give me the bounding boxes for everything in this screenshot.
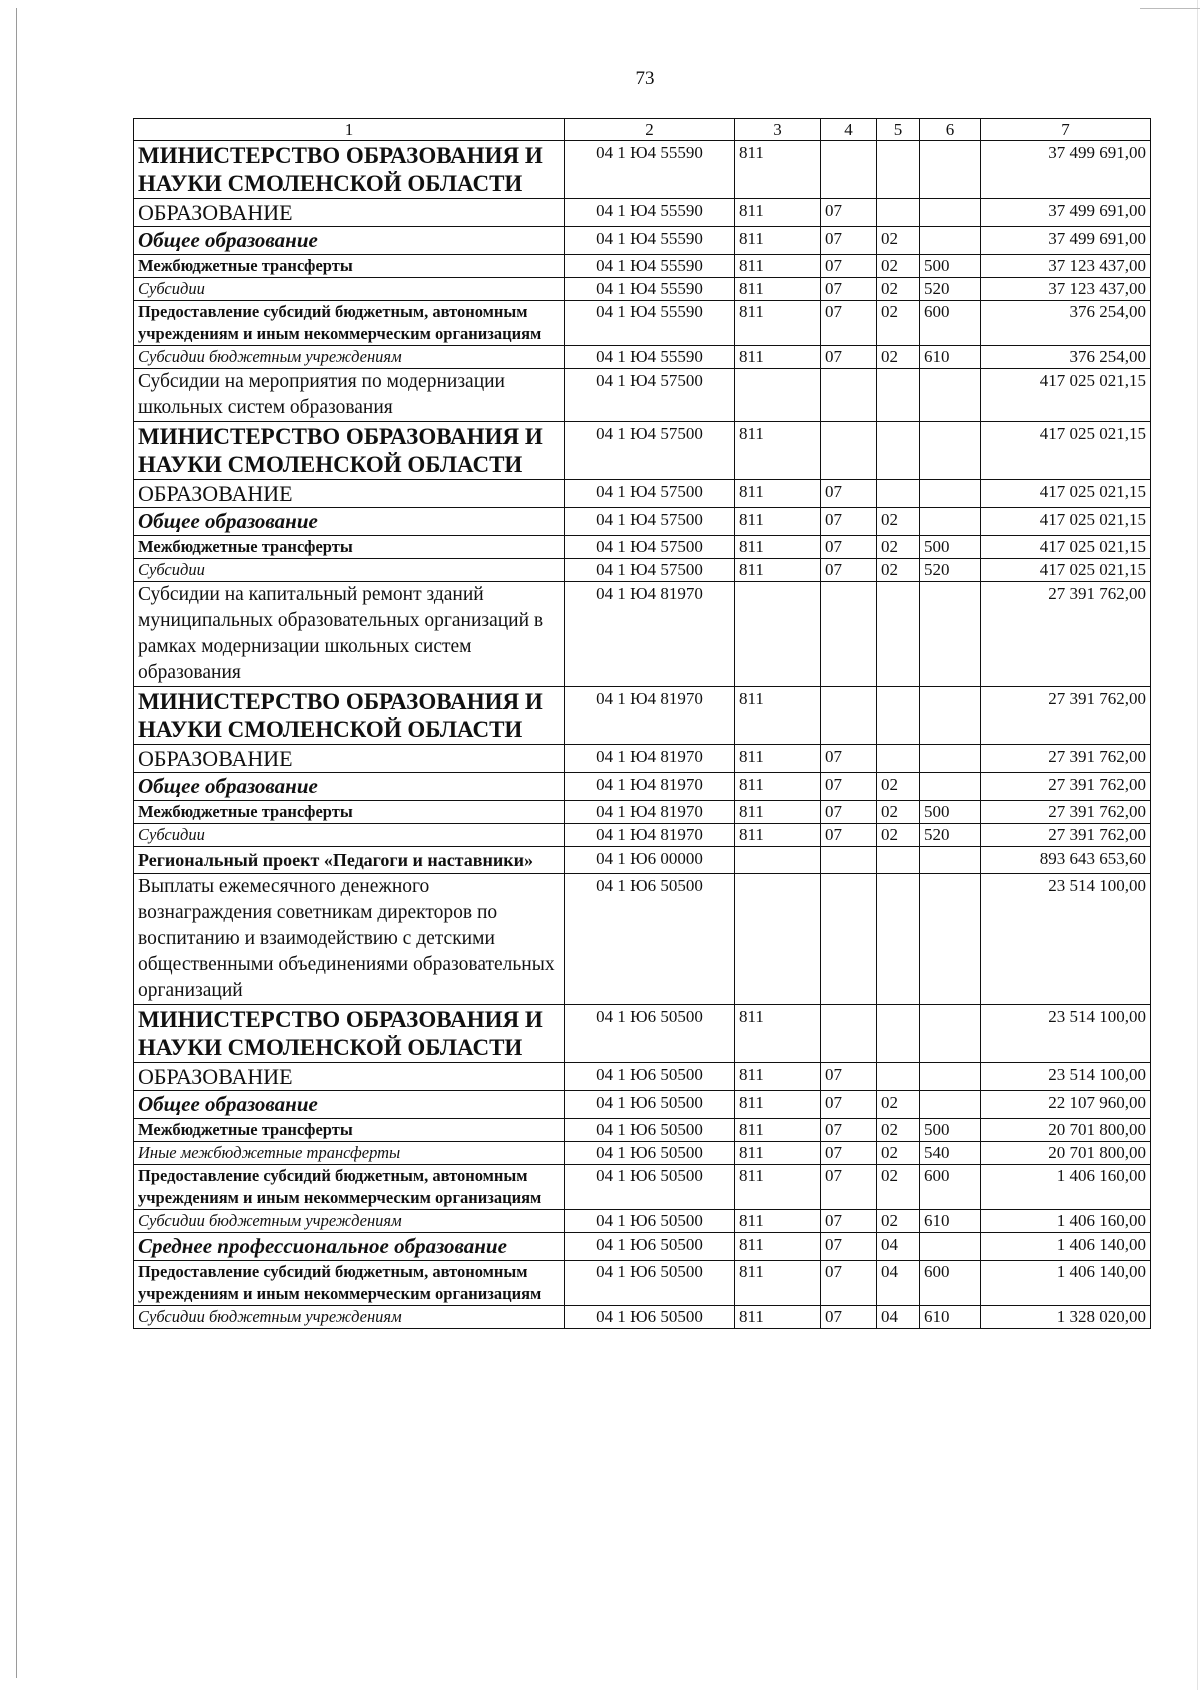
table-row <box>134 1119 1151 1142</box>
target-article-code-cell: 04 1 Ю6 50500 <box>565 1210 735 1233</box>
column-header: 3 <box>735 119 821 141</box>
row-name-cell: Предоставление субсидий бюджетным, автономным учреждениям и иным некоммерческим организациям <box>134 1165 565 1210</box>
page-number: 73 <box>635 68 655 89</box>
row-name-cell: Субсидии <box>134 559 565 582</box>
amount-cell: 376 254,00 <box>981 301 1151 346</box>
row-name-cell: Общее образование <box>134 773 565 801</box>
department-code-cell: 811 <box>735 346 821 369</box>
table-row <box>134 508 1151 536</box>
target-article-code-cell: 04 1 Ю6 50500 <box>565 1142 735 1165</box>
expense-type-code-cell: 600 <box>920 301 981 346</box>
row-name-cell: ОБРАЗОВАНИЕ <box>134 745 565 773</box>
section-code-cell: 07 <box>821 346 877 369</box>
expense-type-code-cell <box>920 422 981 480</box>
department-code-cell: 811 <box>735 1165 821 1210</box>
department-code-cell: 811 <box>735 480 821 508</box>
amount-cell: 27 391 762,00 <box>981 773 1151 801</box>
amount-cell: 37 499 691,00 <box>981 199 1151 227</box>
expense-type-code-cell <box>920 1063 981 1091</box>
subsection-code-cell: 02 <box>877 773 920 801</box>
amount-cell: 417 025 021,15 <box>981 480 1151 508</box>
row-name-cell: Субсидии на мероприятия по модернизации школьных систем образования <box>134 369 565 422</box>
section-code-cell: 07 <box>821 824 877 847</box>
table-row <box>134 1233 1151 1261</box>
section-code-cell: 07 <box>821 801 877 824</box>
row-name-cell: Субсидии на капитальный ремонт зданий муниципальных образовательных организаций в рамках модернизации школьных систем образования <box>134 582 565 687</box>
amount-cell: 417 025 021,15 <box>981 422 1151 480</box>
department-code-cell: 811 <box>735 278 821 301</box>
row-name-cell: Общее образование <box>134 227 565 255</box>
subsection-code-cell: 02 <box>877 1142 920 1165</box>
expense-type-code-cell <box>920 369 981 422</box>
department-code-cell: 811 <box>735 1210 821 1233</box>
department-code-cell: 811 <box>735 1233 821 1261</box>
scan-edge-top <box>1140 8 1200 9</box>
row-name-cell: МИНИСТЕРСТВО ОБРАЗОВАНИЯ И НАУКИ СМОЛЕНСКОЙ ОБЛАСТИ <box>134 1005 565 1063</box>
table-row <box>134 301 1151 346</box>
row-name-cell: Субсидии <box>134 278 565 301</box>
department-code-cell <box>735 847 821 874</box>
table-row <box>134 1142 1151 1165</box>
subsection-code-cell <box>877 199 920 227</box>
target-article-code-cell: 04 1 Ю6 50500 <box>565 1063 735 1091</box>
table-row <box>134 536 1151 559</box>
column-header: 6 <box>920 119 981 141</box>
department-code-cell: 811 <box>735 508 821 536</box>
section-code-cell <box>821 1005 877 1063</box>
department-code-cell: 811 <box>735 559 821 582</box>
table-row <box>134 1063 1151 1091</box>
department-code-cell: 811 <box>735 1005 821 1063</box>
subsection-code-cell: 02 <box>877 536 920 559</box>
amount-cell: 417 025 021,15 <box>981 369 1151 422</box>
amount-cell: 23 514 100,00 <box>981 1005 1151 1063</box>
amount-cell: 23 514 100,00 <box>981 874 1151 1005</box>
section-code-cell: 07 <box>821 1306 877 1329</box>
target-article-code-cell: 04 1 Ю6 50500 <box>565 874 735 1005</box>
department-code-cell: 811 <box>735 1306 821 1329</box>
subsection-code-cell: 02 <box>877 1091 920 1119</box>
target-article-code-cell: 04 1 Ю4 55590 <box>565 346 735 369</box>
expense-type-code-cell <box>920 227 981 255</box>
amount-cell: 1 406 160,00 <box>981 1210 1151 1233</box>
expense-type-code-cell <box>920 1233 981 1261</box>
amount-cell: 1 328 020,00 <box>981 1306 1151 1329</box>
section-code-cell: 07 <box>821 1142 877 1165</box>
expense-type-code-cell: 600 <box>920 1165 981 1210</box>
target-article-code-cell: 04 1 Ю4 81970 <box>565 687 735 745</box>
amount-cell: 893 643 653,60 <box>981 847 1151 874</box>
row-name-cell: Предоставление субсидий бюджетным, автономным учреждениям и иным некоммерческим организациям <box>134 1261 565 1306</box>
section-code-cell <box>821 141 877 199</box>
expense-type-code-cell: 610 <box>920 1306 981 1329</box>
table-row <box>134 1005 1151 1063</box>
target-article-code-cell: 04 1 Ю4 55590 <box>565 199 735 227</box>
column-header: 1 <box>134 119 565 141</box>
target-article-code-cell: 04 1 Ю4 55590 <box>565 141 735 199</box>
expense-type-code-cell: 520 <box>920 559 981 582</box>
row-name-cell: ОБРАЗОВАНИЕ <box>134 1063 565 1091</box>
section-code-cell: 07 <box>821 278 877 301</box>
amount-cell: 22 107 960,00 <box>981 1091 1151 1119</box>
amount-cell: 37 499 691,00 <box>981 141 1151 199</box>
column-header-row <box>134 119 1151 141</box>
section-code-cell <box>821 582 877 687</box>
target-article-code-cell: 04 1 Ю6 50500 <box>565 1261 735 1306</box>
subsection-code-cell: 02 <box>877 1119 920 1142</box>
table-row <box>134 1091 1151 1119</box>
subsection-code-cell <box>877 874 920 1005</box>
subsection-code-cell: 02 <box>877 1210 920 1233</box>
department-code-cell: 811 <box>735 745 821 773</box>
section-code-cell <box>821 369 877 422</box>
row-name-cell: МИНИСТЕРСТВО ОБРАЗОВАНИЯ И НАУКИ СМОЛЕНСКОЙ ОБЛАСТИ <box>134 687 565 745</box>
target-article-code-cell: 04 1 Ю4 57500 <box>565 480 735 508</box>
table-row <box>134 824 1151 847</box>
scan-edge-right <box>1197 0 1198 1690</box>
table-row <box>134 346 1151 369</box>
department-code-cell: 811 <box>735 801 821 824</box>
section-code-cell: 07 <box>821 301 877 346</box>
department-code-cell: 811 <box>735 1091 821 1119</box>
row-name-cell: МИНИСТЕРСТВО ОБРАЗОВАНИЯ И НАУКИ СМОЛЕНСКОЙ ОБЛАСТИ <box>134 422 565 480</box>
department-code-cell: 811 <box>735 1119 821 1142</box>
target-article-code-cell: 04 1 Ю4 57500 <box>565 422 735 480</box>
table-row <box>134 582 1151 687</box>
section-code-cell: 07 <box>821 1091 877 1119</box>
expense-type-code-cell <box>920 582 981 687</box>
section-code-cell: 07 <box>821 559 877 582</box>
row-name-cell: Межбюджетные трансферты <box>134 1119 565 1142</box>
table-row <box>134 773 1151 801</box>
expense-type-code-cell: 500 <box>920 536 981 559</box>
section-code-cell: 07 <box>821 199 877 227</box>
subsection-code-cell <box>877 847 920 874</box>
subsection-code-cell: 04 <box>877 1261 920 1306</box>
target-article-code-cell: 04 1 Ю6 50500 <box>565 1233 735 1261</box>
expense-type-code-cell: 520 <box>920 824 981 847</box>
subsection-code-cell: 02 <box>877 1165 920 1210</box>
table-row <box>134 559 1151 582</box>
expense-type-code-cell: 610 <box>920 1210 981 1233</box>
subsection-code-cell <box>877 422 920 480</box>
table-row <box>134 422 1151 480</box>
target-article-code-cell: 04 1 Ю4 55590 <box>565 301 735 346</box>
expense-type-code-cell: 500 <box>920 1119 981 1142</box>
target-article-code-cell: 04 1 Ю4 57500 <box>565 369 735 422</box>
department-code-cell: 811 <box>735 227 821 255</box>
table-row <box>134 1165 1151 1210</box>
expense-type-code-cell <box>920 687 981 745</box>
target-article-code-cell: 04 1 Ю4 81970 <box>565 745 735 773</box>
expense-type-code-cell <box>920 745 981 773</box>
section-code-cell: 07 <box>821 480 877 508</box>
subsection-code-cell: 04 <box>877 1233 920 1261</box>
row-name-cell: Предоставление субсидий бюджетным, автономным учреждениям и иным некоммерческим организациям <box>134 301 565 346</box>
table-row <box>134 227 1151 255</box>
section-code-cell: 07 <box>821 773 877 801</box>
expense-type-code-cell <box>920 508 981 536</box>
expense-type-code-cell <box>920 199 981 227</box>
table-row <box>134 874 1151 1005</box>
target-article-code-cell: 04 1 Ю4 55590 <box>565 227 735 255</box>
target-article-code-cell: 04 1 Ю6 50500 <box>565 1165 735 1210</box>
subsection-code-cell: 02 <box>877 278 920 301</box>
expense-type-code-cell: 600 <box>920 1261 981 1306</box>
subsection-code-cell: 02 <box>877 227 920 255</box>
expense-type-code-cell <box>920 480 981 508</box>
amount-cell: 27 391 762,00 <box>981 687 1151 745</box>
subsection-code-cell <box>877 369 920 422</box>
table-row <box>134 369 1151 422</box>
expense-type-code-cell <box>920 1091 981 1119</box>
expense-type-code-cell: 540 <box>920 1142 981 1165</box>
section-code-cell: 07 <box>821 508 877 536</box>
amount-cell: 27 391 762,00 <box>981 745 1151 773</box>
section-code-cell: 07 <box>821 1233 877 1261</box>
table-body <box>134 119 1151 1329</box>
subsection-code-cell <box>877 745 920 773</box>
section-code-cell <box>821 847 877 874</box>
section-code-cell: 07 <box>821 1165 877 1210</box>
subsection-code-cell <box>877 1063 920 1091</box>
table-row <box>134 847 1151 874</box>
column-header: 7 <box>981 119 1151 141</box>
department-code-cell: 811 <box>735 773 821 801</box>
amount-cell: 20 701 800,00 <box>981 1142 1151 1165</box>
amount-cell: 27 391 762,00 <box>981 801 1151 824</box>
target-article-code-cell: 04 1 Ю4 55590 <box>565 278 735 301</box>
row-name-cell: Среднее профессиональное образование <box>134 1233 565 1261</box>
row-name-cell: Субсидии бюджетным учреждениям <box>134 1210 565 1233</box>
subsection-code-cell: 02 <box>877 301 920 346</box>
subsection-code-cell <box>877 480 920 508</box>
amount-cell: 37 123 437,00 <box>981 278 1151 301</box>
section-code-cell: 07 <box>821 536 877 559</box>
department-code-cell: 811 <box>735 199 821 227</box>
table-row <box>134 687 1151 745</box>
column-header: 5 <box>877 119 920 141</box>
column-header: 4 <box>821 119 877 141</box>
department-code-cell: 811 <box>735 422 821 480</box>
budget-table <box>133 118 1151 1329</box>
amount-cell: 376 254,00 <box>981 346 1151 369</box>
department-code-cell <box>735 874 821 1005</box>
amount-cell: 27 391 762,00 <box>981 582 1151 687</box>
amount-cell: 417 025 021,15 <box>981 536 1151 559</box>
expense-type-code-cell <box>920 1005 981 1063</box>
target-article-code-cell: 04 1 Ю4 57500 <box>565 508 735 536</box>
amount-cell: 37 499 691,00 <box>981 227 1151 255</box>
section-code-cell: 07 <box>821 745 877 773</box>
subsection-code-cell: 02 <box>877 346 920 369</box>
table-row <box>134 255 1151 278</box>
row-name-cell: Общее образование <box>134 1091 565 1119</box>
target-article-code-cell: 04 1 Ю6 00000 <box>565 847 735 874</box>
expense-type-code-cell: 520 <box>920 278 981 301</box>
department-code-cell: 811 <box>735 536 821 559</box>
department-code-cell: 811 <box>735 301 821 346</box>
section-code-cell: 07 <box>821 1063 877 1091</box>
target-article-code-cell: 04 1 Ю4 81970 <box>565 582 735 687</box>
table-row <box>134 141 1151 199</box>
section-code-cell <box>821 422 877 480</box>
subsection-code-cell: 02 <box>877 255 920 278</box>
section-code-cell: 07 <box>821 255 877 278</box>
target-article-code-cell: 04 1 Ю6 50500 <box>565 1306 735 1329</box>
scan-edge-left <box>16 8 17 1678</box>
table-row <box>134 1210 1151 1233</box>
amount-cell: 27 391 762,00 <box>981 824 1151 847</box>
subsection-code-cell <box>877 141 920 199</box>
expense-type-code-cell: 610 <box>920 346 981 369</box>
amount-cell: 23 514 100,00 <box>981 1063 1151 1091</box>
target-article-code-cell: 04 1 Ю4 81970 <box>565 773 735 801</box>
department-code-cell: 811 <box>735 824 821 847</box>
table-row <box>134 278 1151 301</box>
table-row <box>134 480 1151 508</box>
amount-cell: 1 406 140,00 <box>981 1261 1151 1306</box>
row-name-cell: Региональный проект «Педагоги и наставники» <box>134 847 565 874</box>
department-code-cell <box>735 369 821 422</box>
subsection-code-cell <box>877 582 920 687</box>
table-row <box>134 1306 1151 1329</box>
subsection-code-cell: 04 <box>877 1306 920 1329</box>
target-article-code-cell: 04 1 Ю6 50500 <box>565 1091 735 1119</box>
row-name-cell: ОБРАЗОВАНИЕ <box>134 199 565 227</box>
row-name-cell: Межбюджетные трансферты <box>134 801 565 824</box>
row-name-cell: Субсидии <box>134 824 565 847</box>
expense-type-code-cell <box>920 141 981 199</box>
subsection-code-cell: 02 <box>877 801 920 824</box>
section-code-cell: 07 <box>821 1119 877 1142</box>
table-row <box>134 1261 1151 1306</box>
amount-cell: 417 025 021,15 <box>981 508 1151 536</box>
target-article-code-cell: 04 1 Ю4 55590 <box>565 255 735 278</box>
row-name-cell: Субсидии бюджетным учреждениям <box>134 1306 565 1329</box>
section-code-cell <box>821 687 877 745</box>
row-name-cell: Межбюджетные трансферты <box>134 255 565 278</box>
expense-type-code-cell: 500 <box>920 801 981 824</box>
row-name-cell: ОБРАЗОВАНИЕ <box>134 480 565 508</box>
subsection-code-cell: 02 <box>877 508 920 536</box>
department-code-cell: 811 <box>735 1261 821 1306</box>
row-name-cell: Выплаты ежемесячного денежного вознаграждения советникам директоров по воспитанию и взаимодействию с детскими общественными объединениями образовательных организаций <box>134 874 565 1005</box>
amount-cell: 20 701 800,00 <box>981 1119 1151 1142</box>
table-row <box>134 801 1151 824</box>
section-code-cell: 07 <box>821 1210 877 1233</box>
department-code-cell <box>735 582 821 687</box>
column-header: 2 <box>565 119 735 141</box>
subsection-code-cell <box>877 1005 920 1063</box>
section-code-cell: 07 <box>821 1261 877 1306</box>
expense-type-code-cell <box>920 874 981 1005</box>
subsection-code-cell: 02 <box>877 559 920 582</box>
amount-cell: 1 406 140,00 <box>981 1233 1151 1261</box>
row-name-cell: Межбюджетные трансферты <box>134 536 565 559</box>
subsection-code-cell: 02 <box>877 824 920 847</box>
section-code-cell <box>821 874 877 1005</box>
department-code-cell: 811 <box>735 1063 821 1091</box>
row-name-cell: Иные межбюджетные трансферты <box>134 1142 565 1165</box>
target-article-code-cell: 04 1 Ю4 81970 <box>565 801 735 824</box>
target-article-code-cell: 04 1 Ю6 50500 <box>565 1119 735 1142</box>
subsection-code-cell <box>877 687 920 745</box>
department-code-cell: 811 <box>735 1142 821 1165</box>
amount-cell: 37 123 437,00 <box>981 255 1151 278</box>
row-name-cell: Общее образование <box>134 508 565 536</box>
section-code-cell: 07 <box>821 227 877 255</box>
amount-cell: 1 406 160,00 <box>981 1165 1151 1210</box>
row-name-cell: МИНИСТЕРСТВО ОБРАЗОВАНИЯ И НАУКИ СМОЛЕНСКОЙ ОБЛАСТИ <box>134 141 565 199</box>
target-article-code-cell: 04 1 Ю4 81970 <box>565 824 735 847</box>
department-code-cell: 811 <box>735 255 821 278</box>
expense-type-code-cell <box>920 773 981 801</box>
table-row <box>134 745 1151 773</box>
target-article-code-cell: 04 1 Ю4 57500 <box>565 536 735 559</box>
expense-type-code-cell: 500 <box>920 255 981 278</box>
amount-cell: 417 025 021,15 <box>981 559 1151 582</box>
department-code-cell: 811 <box>735 687 821 745</box>
department-code-cell: 811 <box>735 141 821 199</box>
row-name-cell: Субсидии бюджетным учреждениям <box>134 346 565 369</box>
target-article-code-cell: 04 1 Ю6 50500 <box>565 1005 735 1063</box>
target-article-code-cell: 04 1 Ю4 57500 <box>565 559 735 582</box>
table-row <box>134 199 1151 227</box>
expense-type-code-cell <box>920 847 981 874</box>
